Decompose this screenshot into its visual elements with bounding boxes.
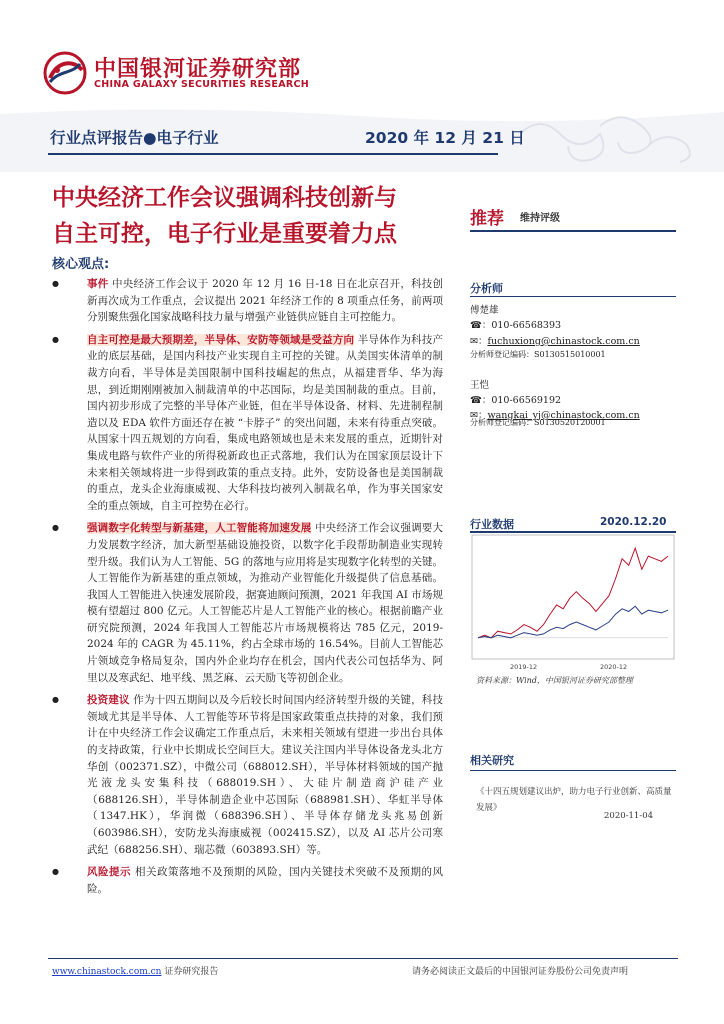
analyst-divider — [470, 296, 676, 297]
logo-chinese-name: 中国银河证券研究部 — [94, 57, 302, 82]
rating-label: 推荐 — [470, 209, 504, 229]
related-divider — [470, 770, 676, 771]
phone-icon: ☎： — [470, 395, 492, 406]
analyst-registration: 分析师登记编码：S0130515010001 — [470, 350, 606, 359]
analyst-phone: ☎：010-66568393 — [470, 320, 562, 331]
analyst-registration: 分析师登记编码：S0130520120001 — [470, 418, 606, 427]
bullet-risk — [48, 864, 443, 897]
report-type: 行业点评报告●电子行业 — [50, 129, 219, 147]
email-icon: ✉： — [470, 410, 488, 421]
core-views-body — [48, 276, 443, 903]
bullet-self-reliance — [48, 332, 443, 515]
bullet-lead: 投资建议 — [87, 694, 130, 707]
logo-english-name: CHINA GALAXY SECURITIES RESEARCH — [94, 79, 309, 90]
phone-icon: ☎： — [470, 320, 492, 331]
rating-note: 维持评级 — [520, 213, 560, 224]
bullet-lead: 风险提示 — [87, 866, 132, 879]
rating-divider — [470, 230, 676, 232]
analyst-name: 傅楚雄 — [470, 305, 499, 316]
galaxy-logo-icon — [42, 50, 88, 96]
bullet-investment-advice — [48, 692, 443, 858]
bullet-lead: 强调数字化转型与新基建，人工智能将加速发展 — [87, 522, 312, 535]
bullet-digital-transformation — [48, 520, 443, 686]
analyst-email[interactable]: ✉：wangkai_yj@chinastock.com.cn — [470, 410, 640, 421]
x-tick-label: 2020-12 — [600, 663, 628, 671]
bullet-text: 半导体作为科技产业的底层基础，是国内科技产业实现自主可控的关键。从美国实体清单的制裁方向看，半导体是美国限制中国科技崛起的焦点，从福建晋华、华为海思，到近期刚刚被加入制裁清单的中芯国际，均是美国制裁的重点。目前，国内初步形成了完整的半导体产业链，但在半导体设备、材料、先进制程制造以及 EDA 软件方面还存在被 “卡脖子” 的突出问题，未来有待重点突破。从国家十四五规划的方向看，集成电路领域也是未来发展的重点，近期针对集成电路与软件产业的所得税新政也正式落地，我们认为在国家顶层设计下未来相关领域将进一步得到政策的重点支持。此外，安防设备也是美国制裁的重点，龙头企业海康威视、大华科技均被列入制裁名单，作为事关国家安全的重点领域，自主可控势在必行。 — [87, 333, 444, 512]
bullet-event — [48, 276, 443, 326]
footer-divider — [48, 958, 678, 959]
related-report-date: 2020-11-04 — [604, 811, 654, 821]
industry-performance-chart — [470, 533, 676, 673]
report-date: 2020 年 12 月 21 日 — [365, 129, 525, 147]
bullet-text: 相关政策落地不及预期的风险，国内关键技术突破不及预期的风险。 — [87, 866, 444, 895]
analyst-name: 王恺 — [470, 380, 490, 391]
title-line-2: 自主可控，电子行业是重要着力点 — [52, 221, 397, 247]
header-divider — [48, 153, 498, 155]
bullet-lead: 事件 — [87, 278, 109, 290]
chart-frame — [472, 535, 674, 659]
industry-data-heading: 行业数据 — [470, 518, 514, 531]
industry-data-date: 2020.12.20 — [600, 516, 667, 528]
analyst-email[interactable]: ✉：fuchuxiong@chinastock.com.cn — [470, 336, 640, 347]
bullet-lead: 自主可控是最大预期差，半导体、安防等领域是受益方向 — [87, 333, 355, 346]
related-report-title[interactable]: 《十四五规划建议出炉，助力电子行业创新、高质量发展》 — [476, 787, 672, 813]
core-views-heading: 核心观点: — [52, 257, 110, 272]
bullet-text: 作为十四五期间以及今后较长时间国内经济转型升级的关键，科技领域尤其是半导体、人工智能等环节将是国家政策重点扶持的对象，我们预计在中央经济工作会议确定工作重点后，未来相关领域有望进一步出台具体的支持政策，行业中长期成长空间巨大。建议关注国内半导体设备龙头北方华创（002371.SZ），中微公司（688012.SH），半导体材料领域的国产抛光液龙头安集科技（688019.SH）、大硅片制造商沪硅产业（688126.SH），半导体制造企业中芯国际（688981.SH）、华虹半导体（1347.HK），华润微（688396.SH）、半导体存储龙头兆易创新（603986.SH），安防龙头海康威视（002415.SZ），以及 AI 芯片公司寒武纪（688256.SH）、瑞芯微（603893.SH）等。 — [87, 694, 443, 856]
title-line-1: 中央经济工作会议强调科技创新与 — [52, 185, 397, 211]
analyst-heading: 分析师 — [470, 282, 503, 295]
bullet-text: 中央经济工作会议强调要大力发展数字经济，加大新型基础设施投资，以数字化手段帮助制造业实现转型升级。我们认为人工智能、5G 的落地与应用将是实现数字化转型的关键。人工智能作为新基建的重点领域，为推动产业智能化升级提供了信息基础。我国人工智能进入快速发展阶段，据赛迪顾问预测，2021 年我国 AI 市场规模有望超过 800 亿元。人工智能芯片是人工智能产业的核心。根据前瞻产业研究院预测，2024 年我国人工智能芯片市场规模将达 785 亿元，2019-2024 年的 CAGR 为 45.11%，约占全球市场的 16.54%。目前人工智能芯片领域竞争格局复杂，国内外企业均存在机会，国内代表公司包括华为、阿里以及寒武纪、地平线、黑芝麻、云天励飞等初创企业。 — [87, 522, 443, 684]
series-line-0 — [478, 548, 668, 638]
footer-disclaimer: 请务必阅读正文最后的中国银河证券股份公司免责声明 — [412, 967, 629, 977]
bullet-text: 中央经济工作会议于 2020 年 12 月 16 日-18 日在北京召开，科技创新再次成为工作重点，会议提出 2021 年经济工作的 8 项重点任务，前两项分别聚焦强化国家战略科技力量与增强产业链供应链自主可控能力。 — [87, 278, 443, 324]
website-link[interactable]: www.chinastock.com.cn — [52, 967, 162, 977]
report-title — [52, 180, 442, 252]
related-research-heading: 相关研究 — [470, 754, 514, 767]
footer-website: www.chinastock.com.cn 证券研究报告 — [52, 967, 219, 977]
chart-source: 资料来源：Wind，中国银河证券研究部整理 — [476, 676, 633, 685]
analyst-phone: ☎：010-66569192 — [470, 395, 562, 406]
email-icon: ✉： — [470, 336, 488, 347]
x-tick-label: 2019-12 — [510, 663, 538, 671]
